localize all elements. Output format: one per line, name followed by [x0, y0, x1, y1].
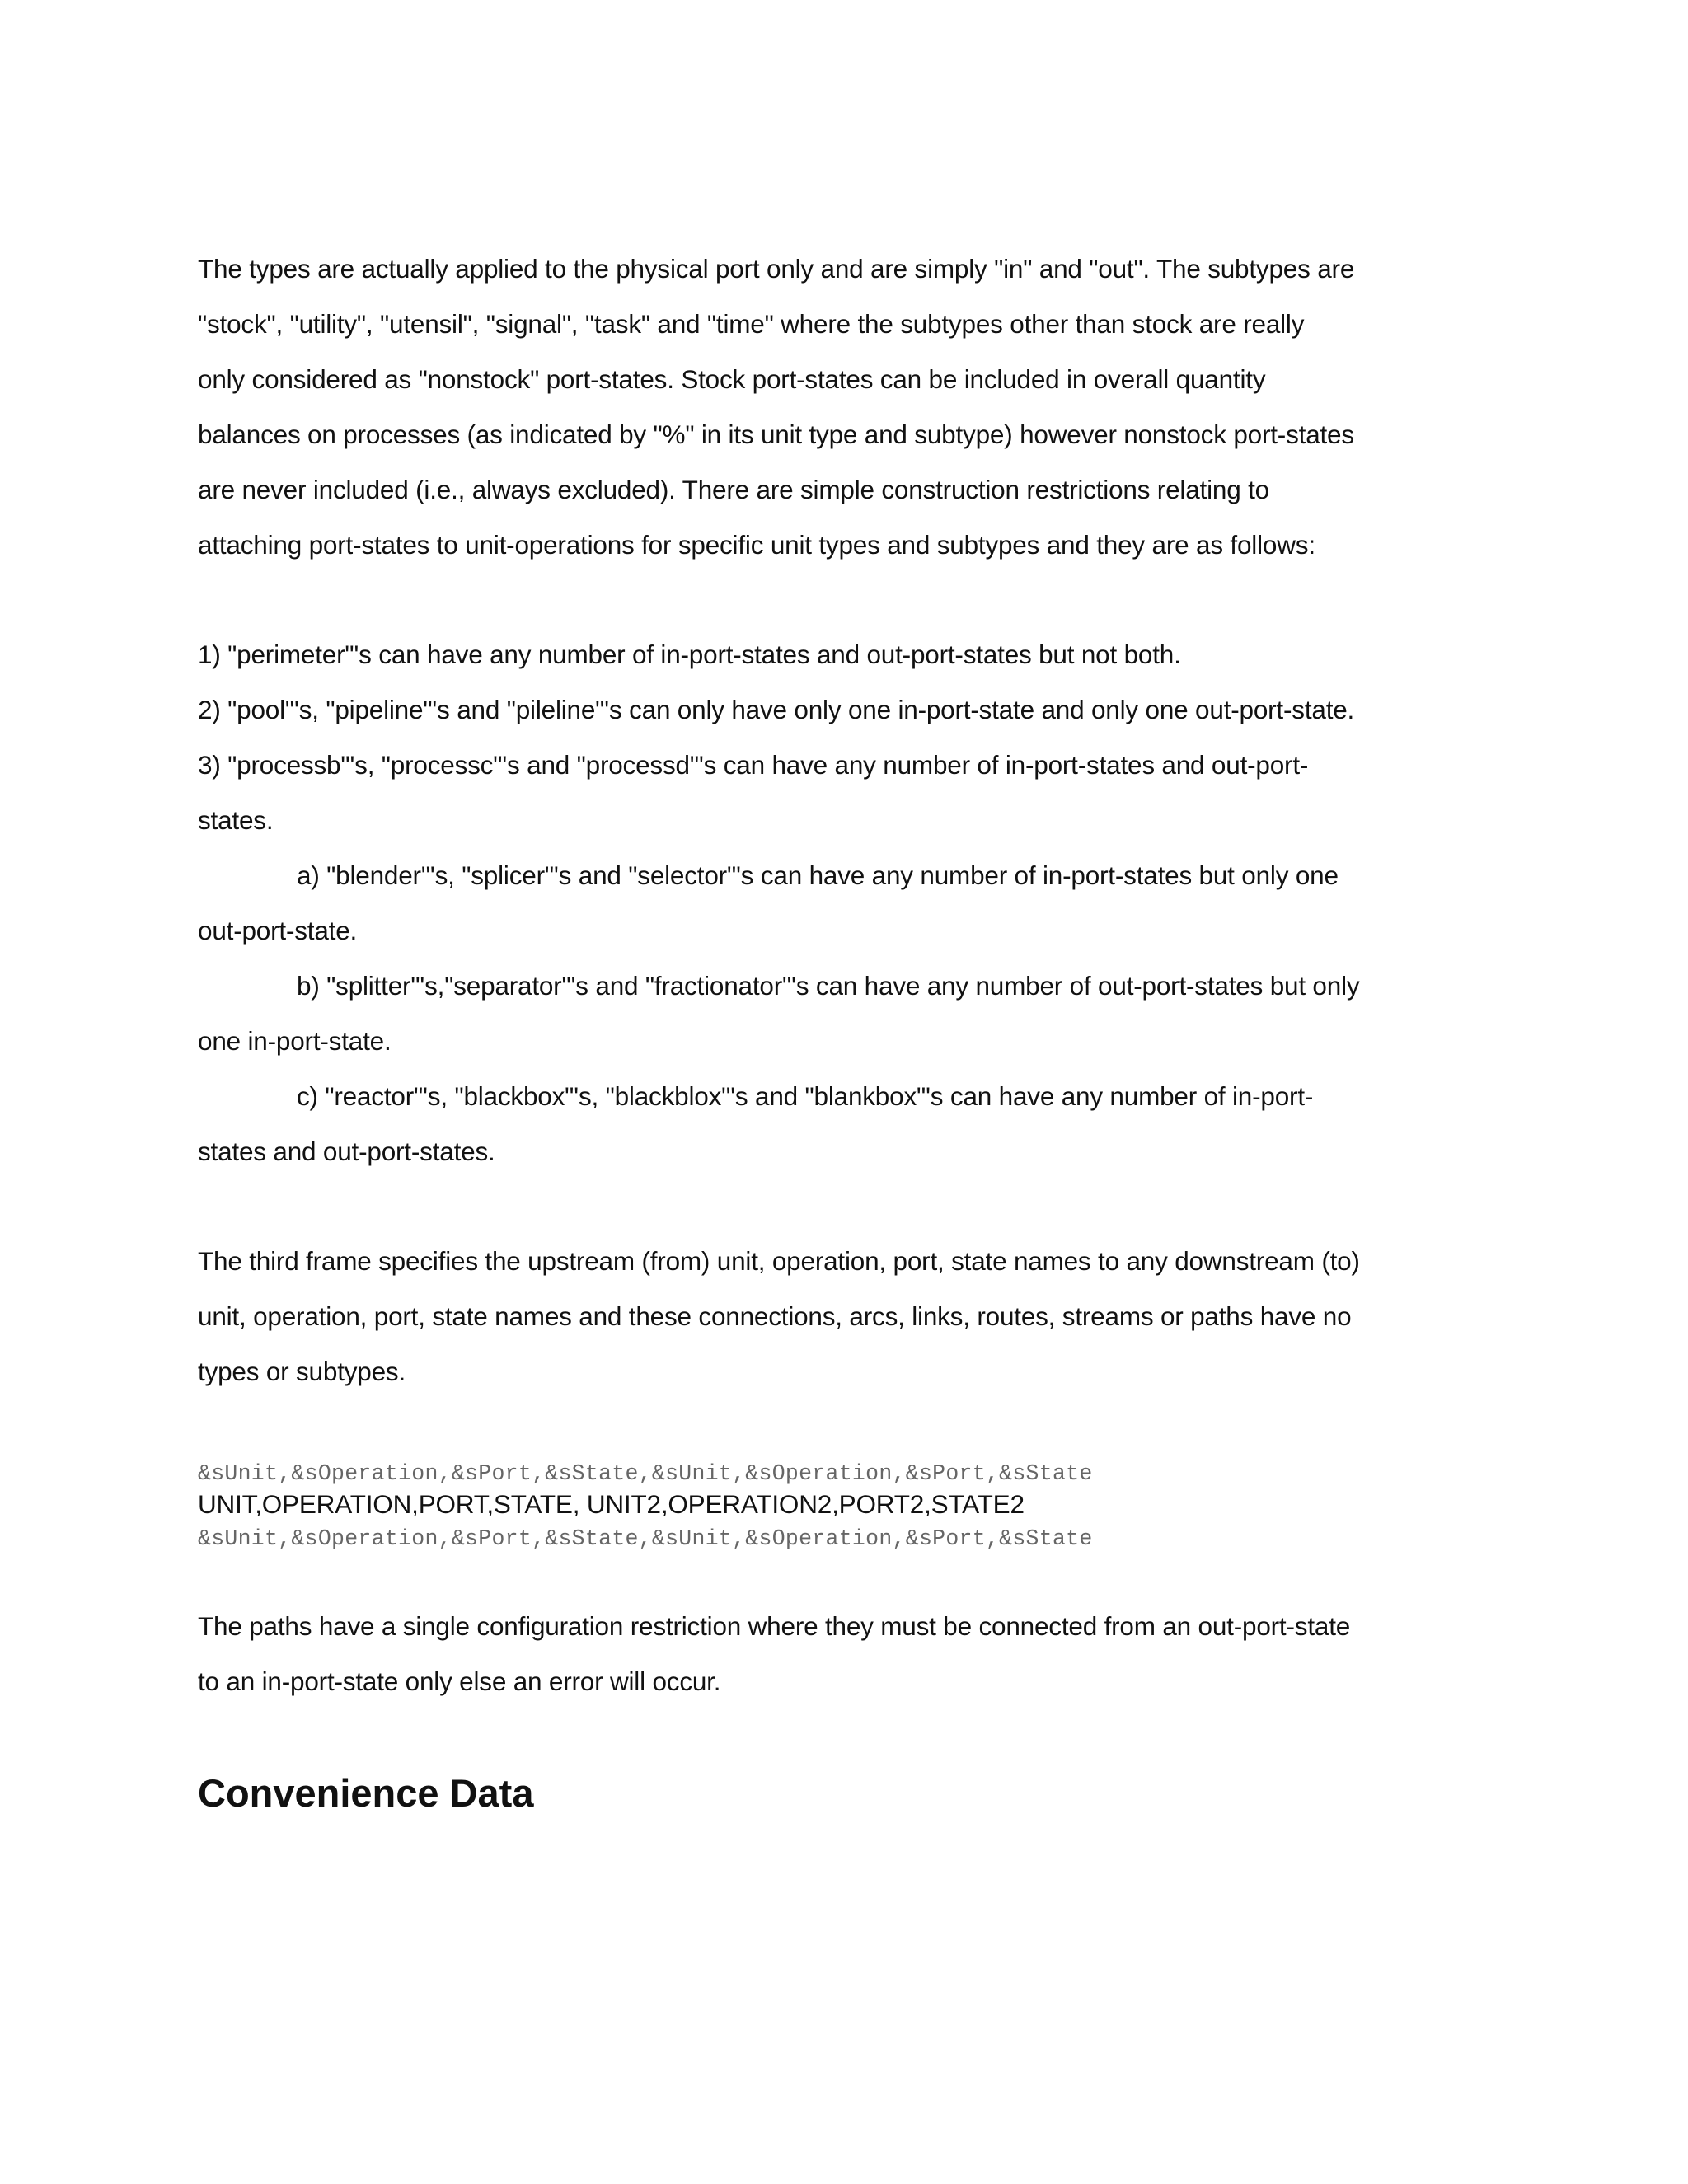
paragraph-line: only considered as "nonstock" port-states. Stock port-states can be included in overall quantity [198, 364, 1266, 394]
rule-item: 1) "perimeter"'s can have any number of in-port-states and out-port-states but not both. [198, 640, 1181, 669]
sub-rule-item: b) "splitter"'s,"separator"'s and "fractionator"'s can have any number of out-port-states but only [297, 971, 1360, 1001]
sub-rule-item-continuation: out-port-state. [198, 916, 358, 945]
paragraph-line: are never included (i.e., always excluded). There are simple construction restrictions relating to [198, 475, 1269, 504]
code-line: UNIT,OPERATION,PORT,STATE, UNIT2,OPERATION2,PORT2,STATE2 [198, 1489, 1025, 1519]
paragraph-line: The third frame specifies the upstream (from) unit, operation, port, state names to any downstream (to) [198, 1246, 1360, 1276]
rule-item-continuation: states. [198, 805, 274, 835]
code-line: &sUnit,&sOperation,&sPort,&sState,&sUnit,&sOperation,&sPort,&sState [198, 1526, 1093, 1551]
rule-item: 3) "processb"'s, "processc"'s and "processd"'s can have any number of in-port-states and out-port- [198, 750, 1309, 780]
sub-rule-item-continuation: one in-port-state. [198, 1026, 392, 1056]
sub-rule-item-continuation: states and out-port-states. [198, 1137, 495, 1166]
paragraph-line: "stock", "utility", "utensil", "signal", "task" and "time" where the subtypes other than stock are really [198, 309, 1305, 339]
sub-rule-item: c) "reactor"'s, "blackbox"'s, "blackblox"'s and "blankbox"'s can have any number of in-port- [297, 1081, 1314, 1111]
sub-rule-item: a) "blender"'s, "splicer"'s and "selector"'s can have any number of in-port-states but only one [297, 860, 1339, 890]
paragraph-line: attaching port-states to unit-operations for specific unit types and subtypes and they are as follows: [198, 530, 1315, 560]
code-line: &sUnit,&sOperation,&sPort,&sState,&sUnit,&sOperation,&sPort,&sState [198, 1461, 1093, 1486]
paragraph-line: balances on processes (as indicated by "%" in its unit type and subtype) however nonstock port-states [198, 419, 1354, 449]
paragraph-line: types or subtypes. [198, 1357, 406, 1386]
paragraph-line: unit, operation, port, state names and these connections, arcs, links, routes, streams or paths have no [198, 1301, 1352, 1331]
rule-item: 2) "pool"'s, "pipeline"'s and "pileline"'s can only have only one in-port-state and only one out-port-state. [198, 695, 1355, 724]
paragraph-line: The types are actually applied to the physical port only and are simply "in" and "out". The subtypes are [198, 254, 1355, 284]
section-heading: Convenience Data [198, 1771, 534, 1815]
paragraph-line: to an in-port-state only else an error will occur. [198, 1666, 721, 1696]
paragraph-line: The paths have a single configuration restriction where they must be connected from an out-port-state [198, 1611, 1351, 1641]
